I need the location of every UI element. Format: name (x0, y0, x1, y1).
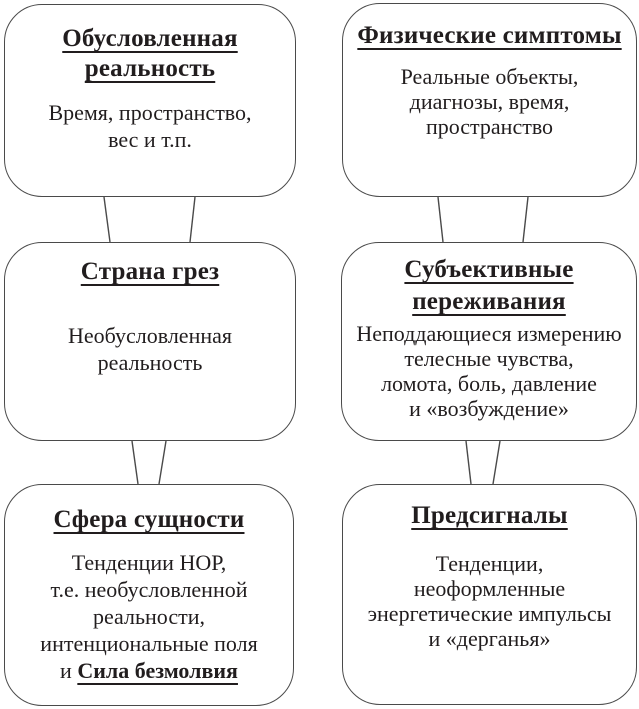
tail-emphasis: Сила безмолвия (77, 658, 238, 683)
box-body-line: реальность (97, 350, 203, 375)
box-body-line: Время, пространство, (48, 100, 252, 125)
box-body-line: ломота, боль, давление (381, 371, 597, 396)
box-dreamland (4, 242, 296, 441)
box-physical-symptoms (342, 3, 637, 197)
box-body (15, 322, 285, 376)
box-body-line: т.е. необусловленной (50, 577, 248, 602)
box-title: Обусловленная реальность (62, 25, 238, 82)
box-body-line: пространство (425, 114, 554, 139)
box-presignals (342, 484, 637, 705)
box-subjective-experiences (341, 242, 637, 441)
box-body-line: телесные чувства, (404, 346, 574, 371)
box-body-line: Тенденции НОР, (71, 550, 227, 575)
box-body-line: вес и т.п. (108, 127, 192, 152)
box-body-line: интенциональные поля (40, 631, 258, 656)
box-body (15, 549, 283, 684)
connector-right-top-b (523, 197, 528, 242)
box-body-line: и «возбуждение» (409, 396, 569, 421)
connector-left-bottom-b (159, 441, 166, 484)
box-body (352, 321, 626, 421)
connector-right-top-a (438, 197, 443, 242)
box-body-line: Необусловленная (67, 323, 233, 348)
box-essence-sphere (4, 484, 294, 706)
connector-left-top-b (190, 197, 195, 242)
box-body (353, 551, 626, 651)
box-title: Физические симптомы (357, 22, 622, 49)
box-body-line: энергетические импульсы (367, 601, 612, 626)
box-body-line: и «дерганья» (428, 626, 551, 651)
box-body (15, 99, 285, 153)
box-body-line: неоформленные (413, 576, 566, 601)
connector-left-top-a (104, 197, 110, 242)
connector-right-bottom-b (493, 441, 500, 484)
box-body-line: Тенденции, (435, 551, 544, 576)
connector-right-bottom-a (466, 441, 471, 484)
connector-left-bottom-a (132, 441, 138, 484)
box-conditioned-reality (4, 4, 296, 197)
box-title: Страна грез (80, 258, 220, 285)
box-body-line: реальности, (93, 604, 205, 629)
box-title: Сфера сущности (53, 506, 245, 533)
box-body-line: Неподдающиеся измерению (356, 321, 622, 346)
box-body (353, 64, 626, 139)
box-body-line: Реальные объекты, (400, 64, 579, 89)
box-body-line-emphasis (15, 657, 283, 684)
box-body-line: диагнозы, время, (409, 89, 570, 114)
box-title: Субъективные переживания (404, 256, 574, 315)
tail-prefix: и (60, 658, 78, 683)
box-title: Предсигналы (411, 502, 568, 529)
